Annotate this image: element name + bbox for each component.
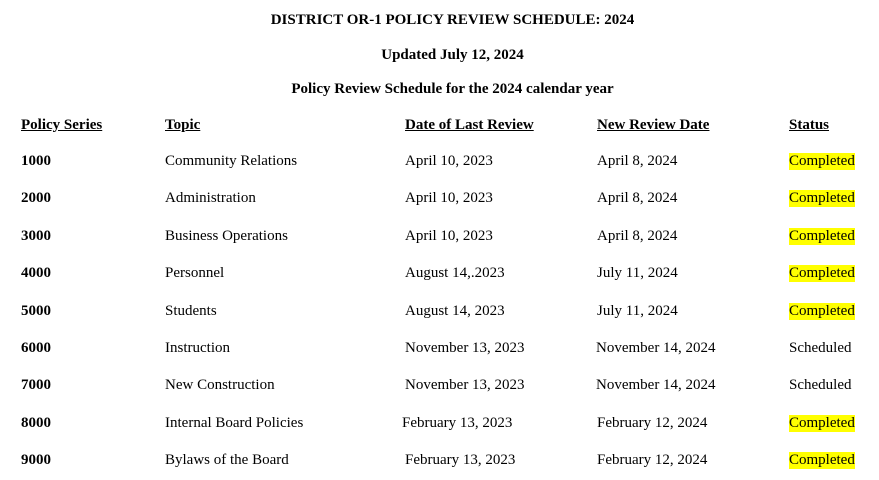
cell-last-review: August 14, 2023 — [405, 303, 505, 319]
cell-policy-series: 3000 — [21, 228, 51, 244]
cell-status: Completed — [789, 415, 855, 431]
cell-new-review: November 14, 2024 — [596, 340, 716, 356]
cell-status: Scheduled — [789, 377, 852, 393]
cell-status: Scheduled — [789, 340, 852, 356]
cell-status: Completed — [789, 153, 855, 169]
cell-status: Completed — [789, 303, 855, 319]
cell-topic: Students — [165, 303, 217, 319]
cell-topic: Administration — [165, 190, 256, 206]
cell-topic: New Construction — [165, 377, 275, 393]
header-topic: Topic — [165, 117, 201, 133]
cell-topic: Instruction — [165, 340, 230, 356]
cell-last-review: February 13, 2023 — [405, 452, 516, 468]
cell-new-review: July 11, 2024 — [597, 303, 678, 319]
cell-last-review: November 13, 2023 — [405, 340, 525, 356]
cell-status: Completed — [789, 228, 855, 244]
cell-topic: Community Relations — [165, 153, 298, 169]
cell-status: Completed — [789, 452, 855, 468]
cell-policy-series: 9000 — [21, 452, 51, 468]
cell-policy-series: 2000 — [21, 190, 51, 206]
cell-new-review: July 11, 2024 — [597, 265, 678, 281]
cell-policy-series: 6000 — [21, 340, 51, 356]
cell-status: Completed — [789, 265, 855, 281]
cell-last-review: April 10, 2023 — [405, 228, 493, 244]
cell-last-review: August 14,.2023 — [405, 265, 505, 281]
cell-policy-series: 4000 — [21, 265, 51, 281]
cell-topic: Bylaws of the Board — [165, 452, 289, 468]
cell-topic: Internal Board Policies — [165, 415, 304, 431]
document-subtitle: Policy Review Schedule for the 2024 calendar year — [291, 81, 614, 97]
cell-policy-series: 1000 — [21, 153, 51, 169]
cell-policy-series: 5000 — [21, 303, 51, 319]
cell-new-review: February 12, 2024 — [597, 415, 708, 431]
cell-new-review: April 8, 2024 — [597, 190, 678, 206]
cell-policy-series: 8000 — [21, 415, 51, 431]
header-date-of-last-review: Date of Last Review — [405, 117, 534, 133]
cell-new-review: November 14, 2024 — [596, 377, 716, 393]
document-title: DISTRICT OR-1 POLICY REVIEW SCHEDULE: 2024 — [270, 12, 635, 28]
cell-new-review: April 8, 2024 — [597, 228, 678, 244]
cell-last-review: November 13, 2023 — [405, 377, 525, 393]
cell-last-review: April 10, 2023 — [405, 153, 493, 169]
header-new-review-date: New Review Date — [597, 117, 710, 133]
cell-topic: Business Operations — [165, 228, 288, 244]
cell-topic: Personnel — [165, 265, 225, 281]
header-status: Status — [789, 117, 830, 133]
cell-policy-series: 7000 — [21, 377, 51, 393]
cell-last-review: April 10, 2023 — [405, 190, 493, 206]
header-policy-series: Policy Series — [21, 117, 103, 133]
cell-last-review: February 13, 2023 — [402, 415, 513, 431]
cell-status: Completed — [789, 190, 855, 206]
updated-date: Updated July 12, 2024 — [381, 47, 524, 63]
cell-new-review: February 12, 2024 — [597, 452, 708, 468]
cell-new-review: April 8, 2024 — [597, 153, 678, 169]
